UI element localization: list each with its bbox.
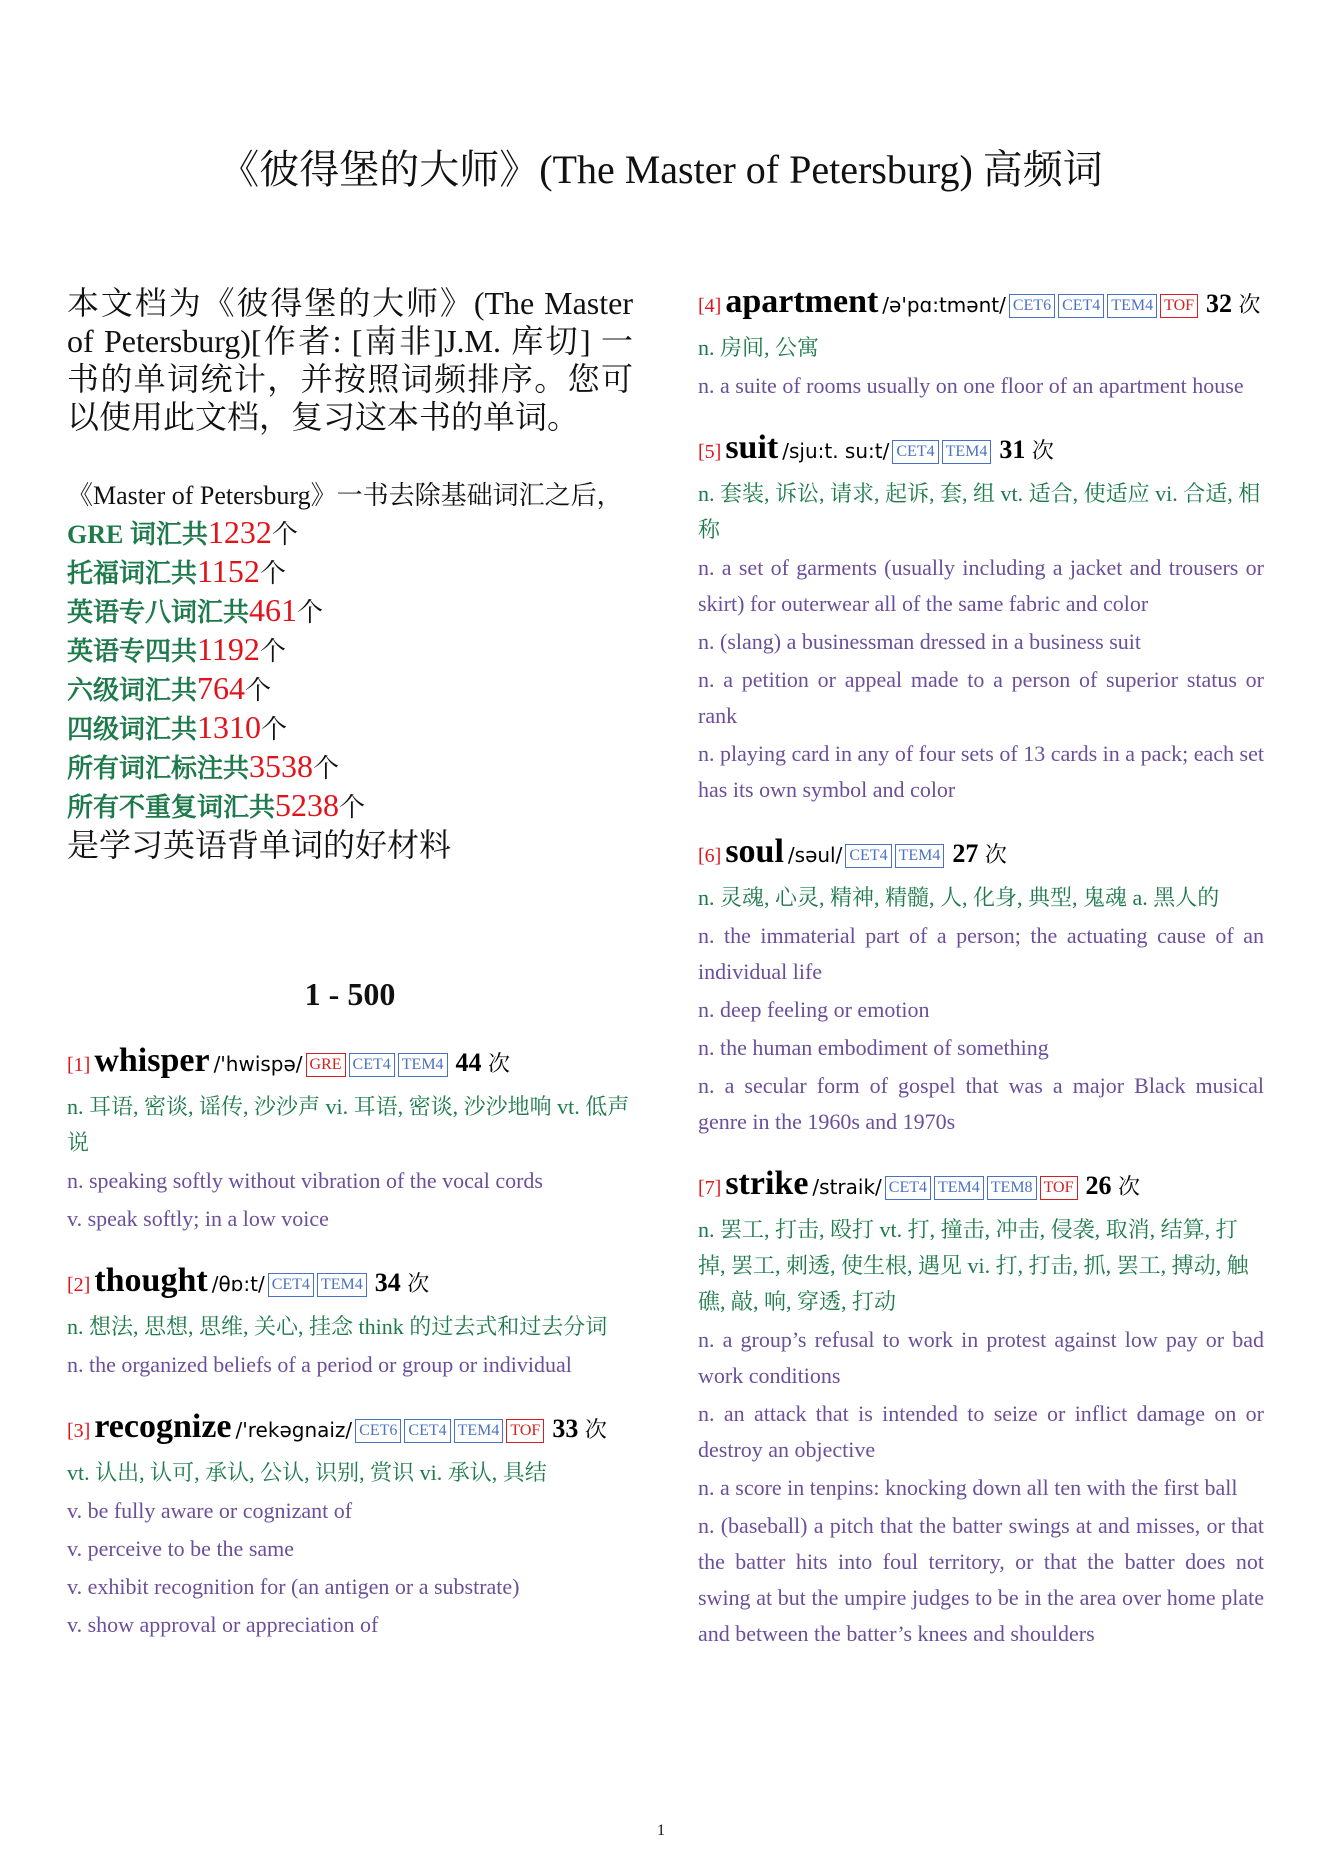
word-entry: [698, 426, 1264, 808]
stat-number: 3538: [249, 748, 314, 784]
definition-english: n. a score in tenpins: knocking down all ten with the first ball: [698, 1475, 1238, 1500]
word-entry: [67, 1259, 633, 1383]
definition-english: n. the organized beliefs of a period or group or individual: [67, 1352, 572, 1377]
definition-english: n. a secular form of gospel that was a major Black musical genre in the 1960s and 1970s: [698, 1073, 1264, 1134]
count-unit: 次: [1118, 1174, 1141, 1199]
page-number: 1: [657, 1822, 665, 1839]
count-number: 34: [374, 1268, 401, 1297]
stat-number: 461: [249, 592, 298, 628]
count-number: 32: [1206, 289, 1233, 318]
entry-header: [698, 830, 1264, 880]
entry-word: strike: [725, 1165, 809, 1202]
intro-paragraph: 本文档为《彼得堡的大师》(The Master of Petersburg)[作者: [南非]J.M. 库切] 一书的单词统计，并按照词频排序。您可以使用此文档，复习这本书的单词。: [67, 285, 633, 435]
count-number: 44: [455, 1048, 482, 1077]
definition-english: v. perceive to be the same: [67, 1536, 295, 1561]
stat-label: 所有不重复词汇共: [67, 793, 276, 822]
definition-english: n. playing card in any of four sets of 13 cards in a pack; each set has its own symbol and color: [698, 741, 1264, 802]
stat-unit: 个: [259, 637, 286, 666]
exam-tag: CET4: [404, 1419, 450, 1443]
entry-index: [2]: [67, 1274, 91, 1296]
exam-tag: CET4: [885, 1176, 931, 1200]
entry-index: [5]: [698, 441, 722, 463]
entry-count: [552, 1414, 607, 1443]
count-unit: 次: [1238, 292, 1261, 317]
stat-row: [67, 748, 633, 787]
entry-pronunciation: /ə'pɑ:tmənt/: [882, 293, 1006, 317]
entry-pronunciation: /'rekəgnaiz/: [235, 1418, 353, 1442]
entry-header: [698, 426, 1264, 476]
entries-right: [698, 280, 1264, 1652]
exam-tag: TEM4: [895, 844, 945, 868]
entry-word: suit: [725, 429, 779, 466]
entry-index: [7]: [698, 1177, 722, 1199]
entry-word: whisper: [94, 1042, 210, 1079]
count-unit: 次: [584, 1417, 607, 1442]
entry-pronunciation: /straik/: [812, 1175, 882, 1199]
stat-label: 英语专四共: [67, 637, 198, 666]
stat-row: [67, 670, 633, 709]
stats-list: [67, 514, 633, 826]
definition-english: v. speak softly; in a low voice: [67, 1206, 329, 1231]
stat-number: 5238: [275, 787, 340, 823]
definition-chinese: n. 想法, 思想, 思维, 关心, 挂念 think 的过去式和过去分词: [67, 1314, 608, 1339]
entry-count: [456, 1048, 511, 1077]
definition-chinese: n. 套装, 诉讼, 请求, 起诉, 套, 组 vt. 适合, 使适应 vi. 合适, 相称: [698, 481, 1261, 542]
count-unit: 次: [407, 1271, 430, 1296]
definition-english: n. a group’s refusal to work in protest against low pay or bad work conditions: [698, 1327, 1264, 1388]
definition-chinese: n. 灵魂, 心灵, 精神, 精髓, 人, 化身, 典型, 鬼魂 a. 黑人的: [698, 885, 1220, 910]
definition-english: v. be fully aware or cognizant of: [67, 1498, 353, 1523]
stat-number: 1310: [197, 709, 262, 745]
entry-count: [375, 1268, 430, 1297]
entry-word: thought: [94, 1262, 208, 1299]
exam-tag: TEM4: [934, 1176, 984, 1200]
stat-row: [67, 631, 633, 670]
entry-index: [4]: [698, 295, 722, 317]
word-entry: [698, 280, 1264, 404]
word-entry: [698, 1162, 1264, 1652]
entry-count: [952, 839, 1007, 868]
exam-tag: GRE: [306, 1053, 346, 1077]
count-number: 31: [999, 435, 1026, 464]
stat-row: [67, 553, 633, 592]
entry-count: [999, 435, 1054, 464]
count-unit: 次: [984, 842, 1007, 867]
exam-tag: TEM4: [1107, 294, 1157, 318]
entry-word: apartment: [725, 283, 879, 320]
stat-row: [67, 514, 633, 553]
stats-lead: 《Master of Petersburg》一书去除基础词汇之后，: [67, 481, 623, 510]
exam-tag: CET4: [349, 1053, 395, 1077]
definition-english: v. exhibit recognition for (an antigen or a substrate): [67, 1574, 520, 1599]
entry-count: [1206, 289, 1261, 318]
exam-tag: CET4: [892, 440, 938, 464]
entry-header: [67, 1405, 633, 1455]
stat-label: 所有词汇标注共: [67, 754, 250, 783]
definition-english: n. a petition or appeal made to a person of superior status or rank: [698, 667, 1264, 728]
entry-header: [698, 280, 1264, 330]
count-unit: 次: [488, 1051, 511, 1076]
entry-count: [1086, 1171, 1141, 1200]
stat-unit: 个: [313, 754, 340, 783]
definition-chinese: vt. 认出, 认可, 承认, 公认, 识别, 赏识 vi. 承认, 具结: [67, 1460, 547, 1485]
exam-tag: CET4: [1058, 294, 1104, 318]
entry-header: [67, 1259, 633, 1309]
entry-index: [6]: [698, 845, 722, 867]
stat-number: 1232: [207, 514, 272, 550]
definition-english: n. deep feeling or emotion: [698, 997, 930, 1022]
entry-index: [1]: [67, 1054, 91, 1076]
stat-label: 六级词汇共: [67, 676, 198, 705]
exam-tag: TEM8: [987, 1176, 1037, 1200]
document-title: 《彼得堡的大师》(The Master of Petersburg) 高频词: [219, 147, 1103, 192]
definition-english: n. (baseball) a pitch that the batter swings at and misses, or that the batter hits into foul territory, or that the batter does not swing at but the umpire judges to be in the area over home plate and between the batter’s knees and shoulders: [698, 1513, 1264, 1646]
definition-english: v. show approval or appreciation of: [67, 1612, 379, 1637]
word-entry: [67, 1039, 633, 1237]
left-column: [67, 280, 633, 1665]
definition-english: n. an attack that is intended to seize or inflict damage on or destroy an objective: [698, 1401, 1264, 1462]
entry-word: recognize: [94, 1408, 232, 1445]
stat-row: [67, 592, 633, 631]
definition-english: n. (slang) a businessman dressed in a business suit: [698, 629, 1141, 654]
stat-unit: 个: [339, 793, 366, 822]
range-heading: 1 - 500: [304, 976, 396, 1012]
stat-number: 764: [197, 670, 246, 706]
count-unit: 次: [1031, 438, 1054, 463]
word-entry: [698, 830, 1264, 1140]
definition-chinese: n. 房间, 公寓: [698, 335, 820, 360]
exam-tag: TOF: [1160, 294, 1198, 318]
stat-label: 英语专八词汇共: [67, 598, 250, 627]
stat-unit: 个: [259, 559, 286, 588]
exam-tag: CET6: [355, 1419, 401, 1443]
exam-tag: TEM4: [398, 1053, 448, 1077]
stat-unit: 个: [297, 598, 324, 627]
definition-chinese: n. 耳语, 密谈, 谣传, 沙沙声 vi. 耳语, 密谈, 沙沙地响 vt. 低声说: [67, 1094, 630, 1155]
stat-number: 1192: [197, 631, 260, 667]
count-number: 26: [1085, 1171, 1112, 1200]
definition-english: n. speaking softly without vibration of the vocal cords: [67, 1168, 543, 1193]
definition-english: n. a set of garments (usually including a jacket and trousers or skirt) for outerwear all of the same fabric and color: [698, 555, 1264, 616]
stat-unit: 个: [271, 520, 298, 549]
stats-tail: 是学习英语背单词的好材料: [67, 827, 452, 863]
entry-pronunciation: /'hwispə/: [213, 1052, 303, 1076]
word-entry: [67, 1405, 633, 1643]
vocabulary-stats: [67, 478, 633, 864]
entry-pronunciation: /sju:t. su:t/: [782, 439, 890, 463]
right-column: [698, 280, 1264, 1674]
count-number: 27: [952, 839, 979, 868]
exam-tag: TEM4: [454, 1419, 504, 1443]
definition-english: n. the immaterial part of a person; the actuating cause of an individual life: [698, 923, 1264, 984]
stat-number: 1152: [197, 553, 260, 589]
stat-label: 托福词汇共: [67, 559, 198, 588]
exam-tag: TOF: [1040, 1176, 1078, 1200]
stat-row: [67, 709, 633, 748]
definition-chinese: n. 罢工, 打击, 殴打 vt. 打, 撞击, 冲击, 侵袭, 取消, 结算, 打掉, 罢工, 刺透, 使生根, 遇见 vi. 打, 打击, 抓, 罢工, 搏动, 触礁, 敲, 响, 穿透, 打动: [698, 1217, 1249, 1314]
stat-unit: 个: [245, 676, 272, 705]
stat-label: 四级词汇共: [67, 715, 198, 744]
definition-english: n. a suite of rooms usually on one floor of an apartment house: [698, 373, 1244, 398]
exam-tag: TEM4: [942, 440, 992, 464]
stat-label: GRE 词汇共: [67, 520, 208, 549]
exam-tag: TOF: [506, 1419, 544, 1443]
entry-word: soul: [725, 833, 784, 870]
exam-tag: CET4: [845, 844, 891, 868]
stat-unit: 个: [261, 715, 288, 744]
exam-tag: CET4: [268, 1273, 314, 1297]
stat-row: [67, 787, 633, 826]
entry-pronunciation: /θɒ:t/: [211, 1272, 265, 1296]
count-number: 33: [552, 1414, 579, 1443]
definition-english: n. the human embodiment of something: [698, 1035, 1049, 1060]
entry-pronunciation: /səul/: [787, 843, 843, 867]
exam-tag: TEM4: [317, 1273, 367, 1297]
exam-tag: CET6: [1009, 294, 1055, 318]
entry-index: [3]: [67, 1420, 91, 1442]
entries-left: [67, 1039, 633, 1643]
entry-header: [698, 1162, 1264, 1212]
entry-header: [67, 1039, 633, 1089]
